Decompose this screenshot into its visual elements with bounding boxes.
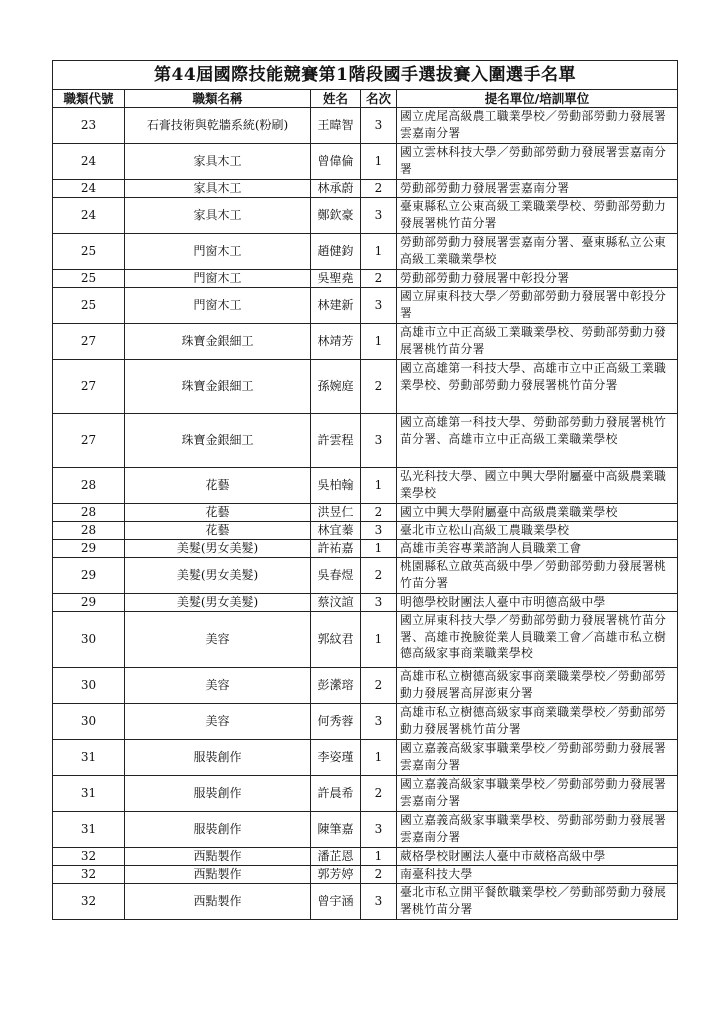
cell-trade-code: 25: [53, 270, 125, 288]
cell-contestant-name: 林宜蓁: [311, 522, 361, 540]
cell-rank: 2: [361, 668, 397, 704]
cell-rank: 2: [361, 270, 397, 288]
cell-trade-name: 西點製作: [125, 848, 311, 866]
cell-trade-name: 家具木工: [125, 144, 311, 180]
cell-trade-name: 珠寶金銀細工: [125, 414, 311, 468]
cell-trade-name: 花藝: [125, 468, 311, 504]
cell-contestant-name: 郭芳婷: [311, 866, 361, 884]
cell-nominating-unit: 國立嘉義高級家事職業學校／勞動部勞動力發展署雲嘉南分署: [397, 740, 678, 776]
table-row: [53, 522, 678, 540]
cell-trade-name: 服裝創作: [125, 812, 311, 848]
cell-rank: 1: [361, 468, 397, 504]
cell-trade-name: 珠寶金銀細工: [125, 324, 311, 360]
cell-contestant-name: 孫婉庭: [311, 360, 361, 414]
cell-trade-code: 25: [53, 288, 125, 324]
roster-sheet: [52, 60, 677, 920]
table-row: [53, 848, 678, 866]
header-rank: 名次: [361, 90, 397, 108]
cell-contestant-name: 林建新: [311, 288, 361, 324]
cell-nominating-unit: 臺北市私立開平餐飲職業學校／勞動部勞動力發展署桃竹苗分署: [397, 884, 678, 920]
cell-trade-name: 美容: [125, 704, 311, 740]
cell-trade-code: 29: [53, 594, 125, 612]
cell-contestant-name: 王暐智: [311, 108, 361, 144]
table-body: [53, 108, 678, 920]
cell-contestant-name: 林靖芳: [311, 324, 361, 360]
cell-contestant-name: 曾宇涵: [311, 884, 361, 920]
cell-trade-code: 24: [53, 180, 125, 198]
cell-trade-code: 31: [53, 776, 125, 812]
cell-contestant-name: 洪昱仁: [311, 504, 361, 522]
cell-trade-name: 花藝: [125, 504, 311, 522]
title-row: [53, 61, 678, 90]
cell-trade-name: 美髮(男女美髮): [125, 594, 311, 612]
cell-nominating-unit: 桃園縣私立啟英高級中學／勞動部勞動力發展署桃竹苗分署: [397, 558, 678, 594]
cell-trade-name: 門窗木工: [125, 270, 311, 288]
cell-trade-code: 32: [53, 866, 125, 884]
cell-rank: 3: [361, 884, 397, 920]
cell-nominating-unit: 勞動部勞動力發展署雲嘉南分署、臺東縣私立公東高級工業職業學校: [397, 234, 678, 270]
cell-nominating-unit: 勞動部勞動力發展署雲嘉南分署: [397, 180, 678, 198]
cell-nominating-unit: 國立中興大學附屬臺中高級農業職業學校: [397, 504, 678, 522]
header-org: 提名單位/培訓單位: [397, 90, 678, 108]
cell-trade-code: 30: [53, 612, 125, 668]
cell-trade-code: 28: [53, 468, 125, 504]
cell-rank: 3: [361, 108, 397, 144]
table-row: [53, 198, 678, 234]
table-row: [53, 540, 678, 558]
cell-rank: 1: [361, 144, 397, 180]
cell-trade-name: 服裝創作: [125, 740, 311, 776]
cell-rank: 1: [361, 234, 397, 270]
cell-nominating-unit: 南臺科技大學: [397, 866, 678, 884]
cell-trade-name: 門窗木工: [125, 234, 311, 270]
cell-rank: 1: [361, 848, 397, 866]
cell-rank: 1: [361, 612, 397, 668]
cell-trade-code: 28: [53, 522, 125, 540]
cell-nominating-unit: 葳格學校財團法人臺中市葳格高級中學: [397, 848, 678, 866]
table-row: [53, 144, 678, 180]
header-trade: 職類名稱: [125, 90, 311, 108]
cell-rank: 1: [361, 740, 397, 776]
cell-trade-name: 珠寶金銀細工: [125, 360, 311, 414]
table-row: [53, 270, 678, 288]
cell-contestant-name: 許晨希: [311, 776, 361, 812]
cell-nominating-unit: 國立屏東科技大學／勞動部勞動力發展署桃竹苗分署、高雄市挽臉從業人員職業工會／高雄市私立樹德高級家事商業職業學校: [397, 612, 678, 668]
cell-trade-code: 24: [53, 144, 125, 180]
cell-rank: 2: [361, 360, 397, 414]
cell-rank: 2: [361, 558, 397, 594]
cell-rank: 2: [361, 776, 397, 812]
cell-contestant-name: 林承蔚: [311, 180, 361, 198]
cell-trade-code: 29: [53, 540, 125, 558]
cell-trade-name: 服裝創作: [125, 776, 311, 812]
cell-rank: 2: [361, 180, 397, 198]
table-row: [53, 704, 678, 740]
cell-trade-name: 美髮(男女美髮): [125, 558, 311, 594]
cell-contestant-name: 何秀蓉: [311, 704, 361, 740]
cell-trade-code: 27: [53, 414, 125, 468]
cell-trade-code: 31: [53, 812, 125, 848]
cell-nominating-unit: 勞動部勞動力發展署中彰投分署: [397, 270, 678, 288]
cell-contestant-name: 許祐嘉: [311, 540, 361, 558]
cell-rank: 1: [361, 540, 397, 558]
cell-nominating-unit: 臺北市立松山高級工農職業學校: [397, 522, 678, 540]
cell-rank: 2: [361, 504, 397, 522]
cell-contestant-name: 郭紋君: [311, 612, 361, 668]
cell-contestant-name: 彭瀠瑢: [311, 668, 361, 704]
table-row: [53, 612, 678, 668]
cell-trade-name: 家具木工: [125, 198, 311, 234]
cell-trade-code: 30: [53, 704, 125, 740]
cell-trade-name: 美髮(男女美髮): [125, 540, 311, 558]
cell-trade-code: 25: [53, 234, 125, 270]
table-row: [53, 360, 678, 414]
table-row: [53, 324, 678, 360]
cell-contestant-name: 吳柏翰: [311, 468, 361, 504]
cell-trade-name: 石膏技術與乾牆系統(粉刷): [125, 108, 311, 144]
table-row: [53, 594, 678, 612]
header-row: [53, 90, 678, 108]
cell-trade-name: 花藝: [125, 522, 311, 540]
cell-trade-name: 美容: [125, 668, 311, 704]
cell-trade-name: 西點製作: [125, 884, 311, 920]
cell-trade-name: 美容: [125, 612, 311, 668]
cell-contestant-name: 鄭欽豪: [311, 198, 361, 234]
cell-trade-name: 西點製作: [125, 866, 311, 884]
table-row: [53, 740, 678, 776]
cell-rank: 2: [361, 866, 397, 884]
cell-trade-code: 29: [53, 558, 125, 594]
roster-table: [52, 60, 678, 920]
cell-contestant-name: 蔡汶諠: [311, 594, 361, 612]
table-row: [53, 558, 678, 594]
cell-contestant-name: 趙健鈞: [311, 234, 361, 270]
header-code: 職類代號: [53, 90, 125, 108]
cell-rank: 1: [361, 324, 397, 360]
cell-trade-name: 家具木工: [125, 180, 311, 198]
cell-contestant-name: 吳春煜: [311, 558, 361, 594]
table-row: [53, 108, 678, 144]
cell-rank: 3: [361, 198, 397, 234]
header-name: 姓名: [311, 90, 361, 108]
cell-nominating-unit: 高雄市私立樹德高級家事商業職業學校／勞動部勞動力發展署高屏澎東分署: [397, 668, 678, 704]
cell-nominating-unit: 國立高雄第一科技大學、勞動部勞動力發展署桃竹苗分署、高雄市立中正高級工業職業學校: [397, 414, 678, 468]
cell-trade-code: 27: [53, 324, 125, 360]
table-row: [53, 234, 678, 270]
table-row: [53, 468, 678, 504]
cell-nominating-unit: 弘光科技大學、國立中興大學附屬臺中高級農業職業學校: [397, 468, 678, 504]
table-row: [53, 812, 678, 848]
cell-trade-code: 23: [53, 108, 125, 144]
cell-nominating-unit: 國立虎尾高級農工職業學校／勞動部勞動力發展署雲嘉南分署: [397, 108, 678, 144]
table-row: [53, 180, 678, 198]
cell-trade-code: 30: [53, 668, 125, 704]
cell-nominating-unit: 臺東縣私立公東高級工業職業學校、勞動部勞動力發展署桃竹苗分署: [397, 198, 678, 234]
cell-contestant-name: 許雲程: [311, 414, 361, 468]
table-row: [53, 414, 678, 468]
table-row: [53, 884, 678, 920]
cell-nominating-unit: 國立屏東科技大學／勞動部勞動力發展署中彰投分署: [397, 288, 678, 324]
cell-rank: 3: [361, 812, 397, 848]
cell-trade-code: 32: [53, 884, 125, 920]
cell-nominating-unit: 國立嘉義高級家事職業學校／勞動部勞動力發展署雲嘉南分署: [397, 776, 678, 812]
cell-trade-name: 門窗木工: [125, 288, 311, 324]
cell-rank: 3: [361, 522, 397, 540]
table-row: [53, 288, 678, 324]
cell-trade-code: 24: [53, 198, 125, 234]
cell-trade-code: 28: [53, 504, 125, 522]
cell-rank: 3: [361, 704, 397, 740]
cell-nominating-unit: 明德學校財團法人臺中市明德高級中學: [397, 594, 678, 612]
cell-nominating-unit: 高雄市美容專業諮詢人員職業工會: [397, 540, 678, 558]
cell-contestant-name: 潘芷恩: [311, 848, 361, 866]
table-row: [53, 776, 678, 812]
cell-contestant-name: 陳筆嘉: [311, 812, 361, 848]
cell-nominating-unit: 高雄市私立樹德高級家事商業職業學校／勞動部勞動力發展署桃竹苗分署: [397, 704, 678, 740]
cell-trade-code: 27: [53, 360, 125, 414]
table-row: [53, 504, 678, 522]
table-row: [53, 668, 678, 704]
cell-trade-code: 31: [53, 740, 125, 776]
cell-rank: 3: [361, 288, 397, 324]
cell-nominating-unit: 高雄市立中正高級工業職業學校、勞動部勞動力發展署桃竹苗分署: [397, 324, 678, 360]
table-row: [53, 866, 678, 884]
cell-trade-code: 32: [53, 848, 125, 866]
cell-nominating-unit: 國立嘉義高級家事職業學校、勞動部勞動力發展署雲嘉南分署: [397, 812, 678, 848]
cell-nominating-unit: 國立高雄第一科技大學、高雄市立中正高級工業職業學校、勞動部勞動力發展署桃竹苗分署: [397, 360, 678, 414]
cell-contestant-name: 吳聖堯: [311, 270, 361, 288]
cell-rank: 3: [361, 414, 397, 468]
cell-nominating-unit: 國立雲林科技大學／勞動部勞動力發展署雲嘉南分署: [397, 144, 678, 180]
cell-contestant-name: 李姿瑾: [311, 740, 361, 776]
cell-rank: 3: [361, 594, 397, 612]
document-title: 第44屆國際技能競賽第1階段國手選拔賽入圍選手名單: [53, 61, 678, 90]
cell-contestant-name: 曾偉倫: [311, 144, 361, 180]
